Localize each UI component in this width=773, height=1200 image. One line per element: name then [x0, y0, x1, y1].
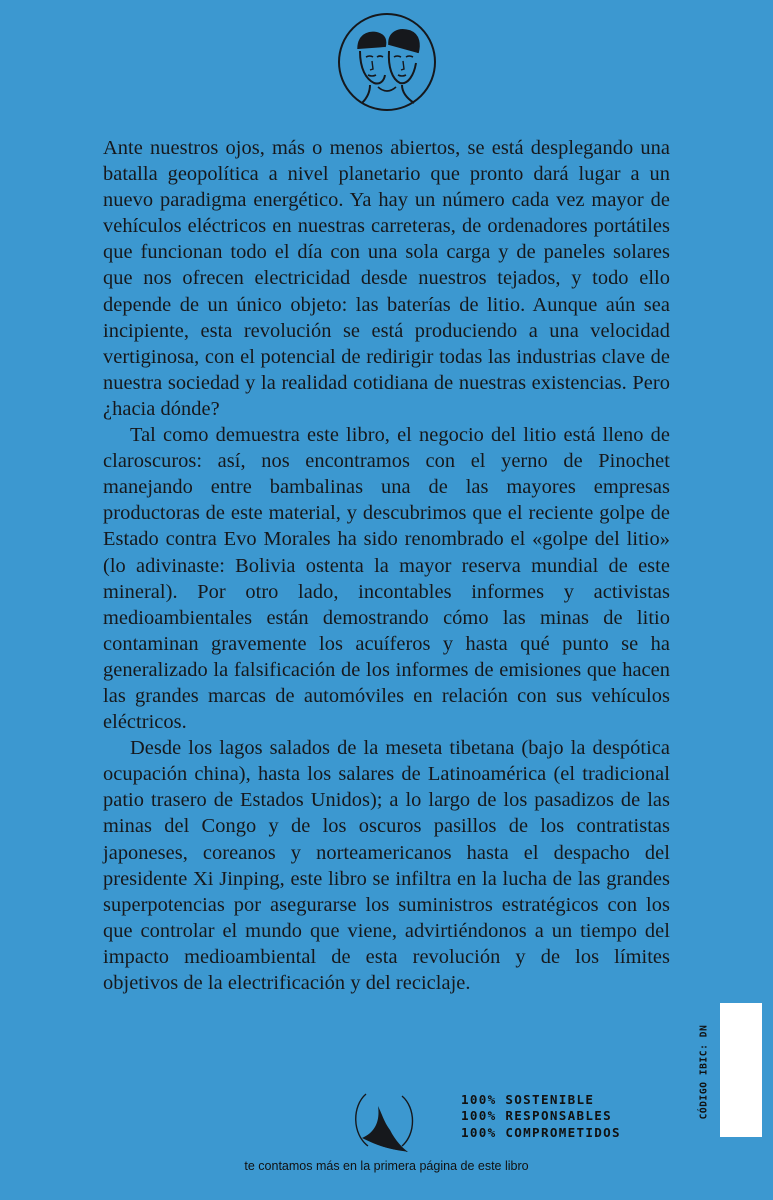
paragraph-2: Tal como demuestra este libro, el negocio del litio está lleno de claroscuros: así, nos encontramos con el yerno de Pinochet manejando entre bambalinas una de las mayores empresas productoras de este material, y descubrimos que el reciente golpe de Estado contra Evo Morales ha sido renombrado el «golpe del litio» (lo adivinaste: Bolivia ostenta la mayor reserva mundial de este mineral). Por otro lado, incontables informes y activistas medioambientales están demostrando cómo las minas de litio contaminan gravemente los acuíferos y hasta qué punto se ha generalizado la falsificación de los informes de emisiones que hacen las grandes marcas de automóviles en relación con sus vehículos eléctricos.	[103, 424, 670, 734]
barcode-box	[720, 1003, 762, 1137]
circle-leaf-logo	[356, 1094, 413, 1152]
two-faces-circle-logo	[339, 14, 435, 110]
publisher-logo	[336, 11, 438, 113]
claim-sostenible: 100% SOSTENIBLE	[461, 1092, 595, 1107]
ibic-code-text: CÓDIGO IBIC: DN	[698, 1024, 710, 1120]
ibic-code-label	[699, 1010, 709, 1134]
back-cover-text	[103, 135, 670, 996]
sustainability-claims	[461, 1092, 621, 1141]
paragraph-1: Ante nuestros ojos, más o menos abiertos, se está desplegando una batalla geopolítica a nivel planetario que pronto dará lugar a un nuevo paradigma energético. Ya hay un número cada vez mayor de vehículos eléctricos en nuestras carreteras, de ordenadores portátiles que funcionan todo el día con una sola carga y de paneles solares que nos ofrecen electricidad desde nuestros tejados, y todo ello depende de un único objeto: las baterías de litio. Aunque aún sea incipiente, esta revolución se está produciendo a una velocidad vertiginosa, con el potencial de redirigir todas las industrias clave de nuestra sociedad y la realidad cotidiana de nuestras existencias. Pero ¿hacia dónde?	[103, 137, 670, 420]
eco-logo	[350, 1086, 418, 1156]
paragraph-3: Desde los lagos salados de la meseta tibetana (bajo la despótica ocupación china), hasta los salares de Latinoamérica (el tradicional patio trasero de Estados Unidos); a lo largo de los pasadizos de las minas del Congo y de los oscuros pasillos de los contratistas japoneses, coreanos y norteamericanos hasta el despacho del presidente Xi Jinping, este libro se infiltra en la lucha de las grandes superpotencias por asegurarse los suministros estratégicos con los que controlar el mundo que viene, advirtiéndonos a un tiempo del impacto medioambiental de esta revolución y de los límites objetivos de la electrificación y del reciclaje.	[103, 737, 670, 994]
footer-note: te contamos más en la primera página de este libro	[244, 1159, 529, 1173]
claim-comprometidos: 100% COMPROMETIDOS	[461, 1124, 621, 1140]
claim-responsables: 100% RESPONSABLES	[461, 1108, 612, 1124]
